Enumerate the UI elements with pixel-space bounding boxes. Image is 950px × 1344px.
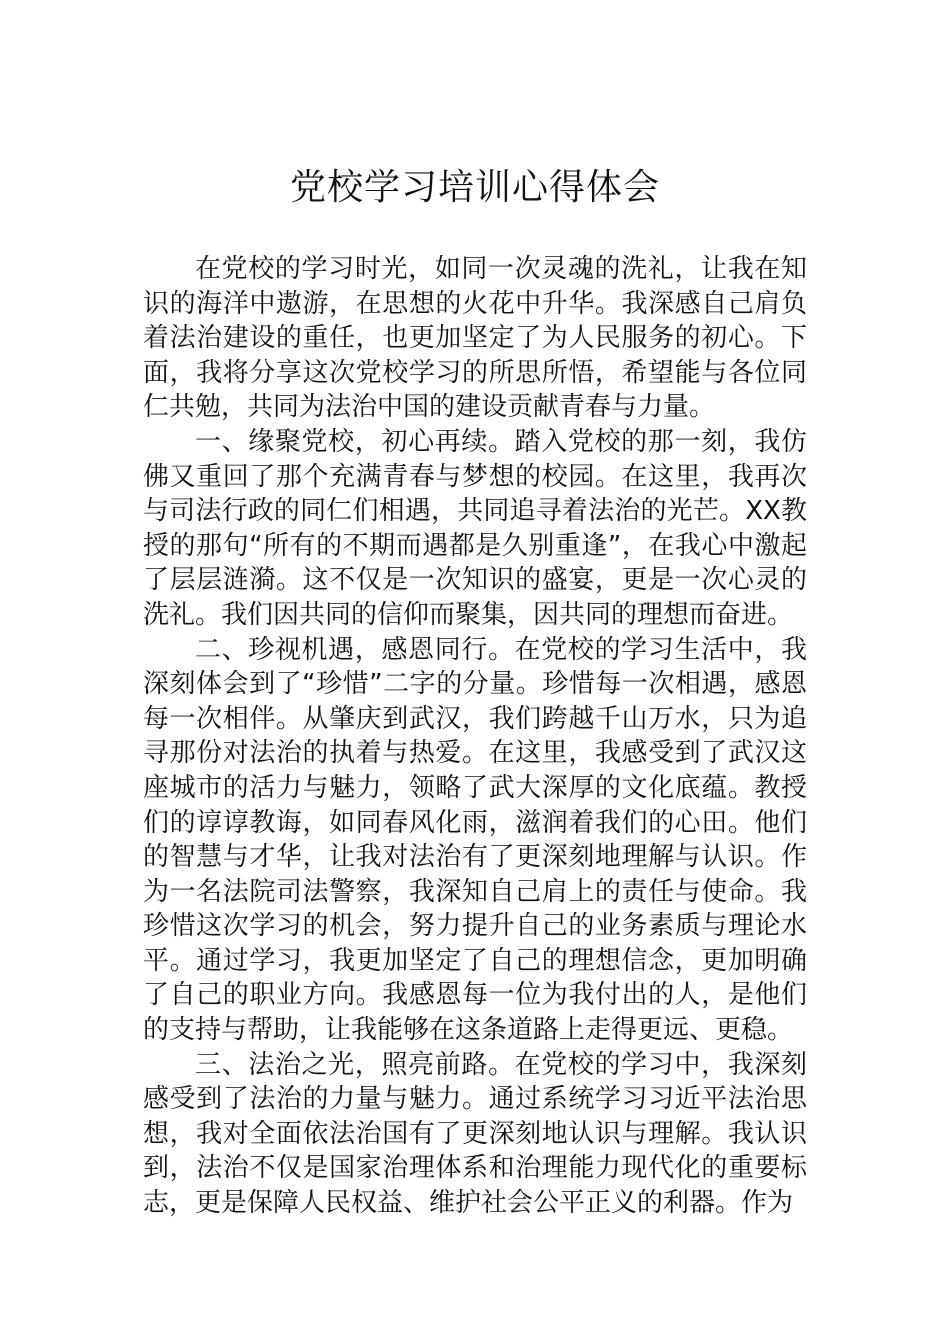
document-title: 党校学习培训心得体会	[289, 167, 660, 208]
paragraph-section-2: 二、珍视机遇，感恩同行。在党校的学习生活中，我深刻体会到了“珍惜”二字的分量。珍惜每一次相遇，感恩每一次相伴。从肇庆到武汉，我们跨越千山万水，只为追寻那份对法治的执着与热爱。在这里，我感受到了武汉这座城市的活力与魅力，领略了武大深厚的文化底蕴。教授们的谆谆教诲，如同春风化雨，滋润着我们的心田。他们的智慧与才华，让我对法治有了更深刻地理解与认识。作为一名法院司法警察，我深知自己肩上的责任与使命。我珍惜这次学习的机会，努力提升自己的业务素质与理论水平。通过学习，我更加坚定了自己的理想信念，更加明确了自己的职业方向。我感恩每一位为我付出的人，是他们的支持与帮助，让我能够在这条道路上走得更远、更稳。	[143, 634, 807, 1046]
document-body	[143, 252, 807, 1221]
paragraph-section-1: 一、缘聚党校，初心再续。踏入党校的那一刻，我仿佛又重回了那个充满青春与梦想的校园。在这里，我再次与司法行政的同仁们相遇，共同追寻着法治的光芒。XX教授的那句“所有的不期而遇都是久别重逢”，在我心中激起了层层涟漪。这不仅是一次知识的盛宴，更是一次心灵的洗礼。我们因共同的信仰而聚集，因共同的理想而奋进。	[143, 426, 807, 630]
paragraph-section-3: 三、法治之光，照亮前路。在党校的学习中，我深刻感受到了法治的力量与魅力。通过系统学习习近平法治思想，我对全面依法治国有了更深刻地认识与理解。我认识到，法治不仅是国家治理体系和治理能力现代化的重要标志，更是保障人民权益、维护社会公平正义的利器。作为	[143, 1049, 807, 1219]
paragraph-intro: 在党校的学习时光，如同一次灵魂的洗礼，让我在知识的海洋中遨游，在思想的火花中升华。我深感自己肩负着法治建设的重任，也更加坚定了为人民服务的初心。下面，我将分享这次党校学习的所思所悟，希望能与各位同仁共勉，共同为法治中国的建设贡献青春与力量。	[143, 254, 807, 423]
